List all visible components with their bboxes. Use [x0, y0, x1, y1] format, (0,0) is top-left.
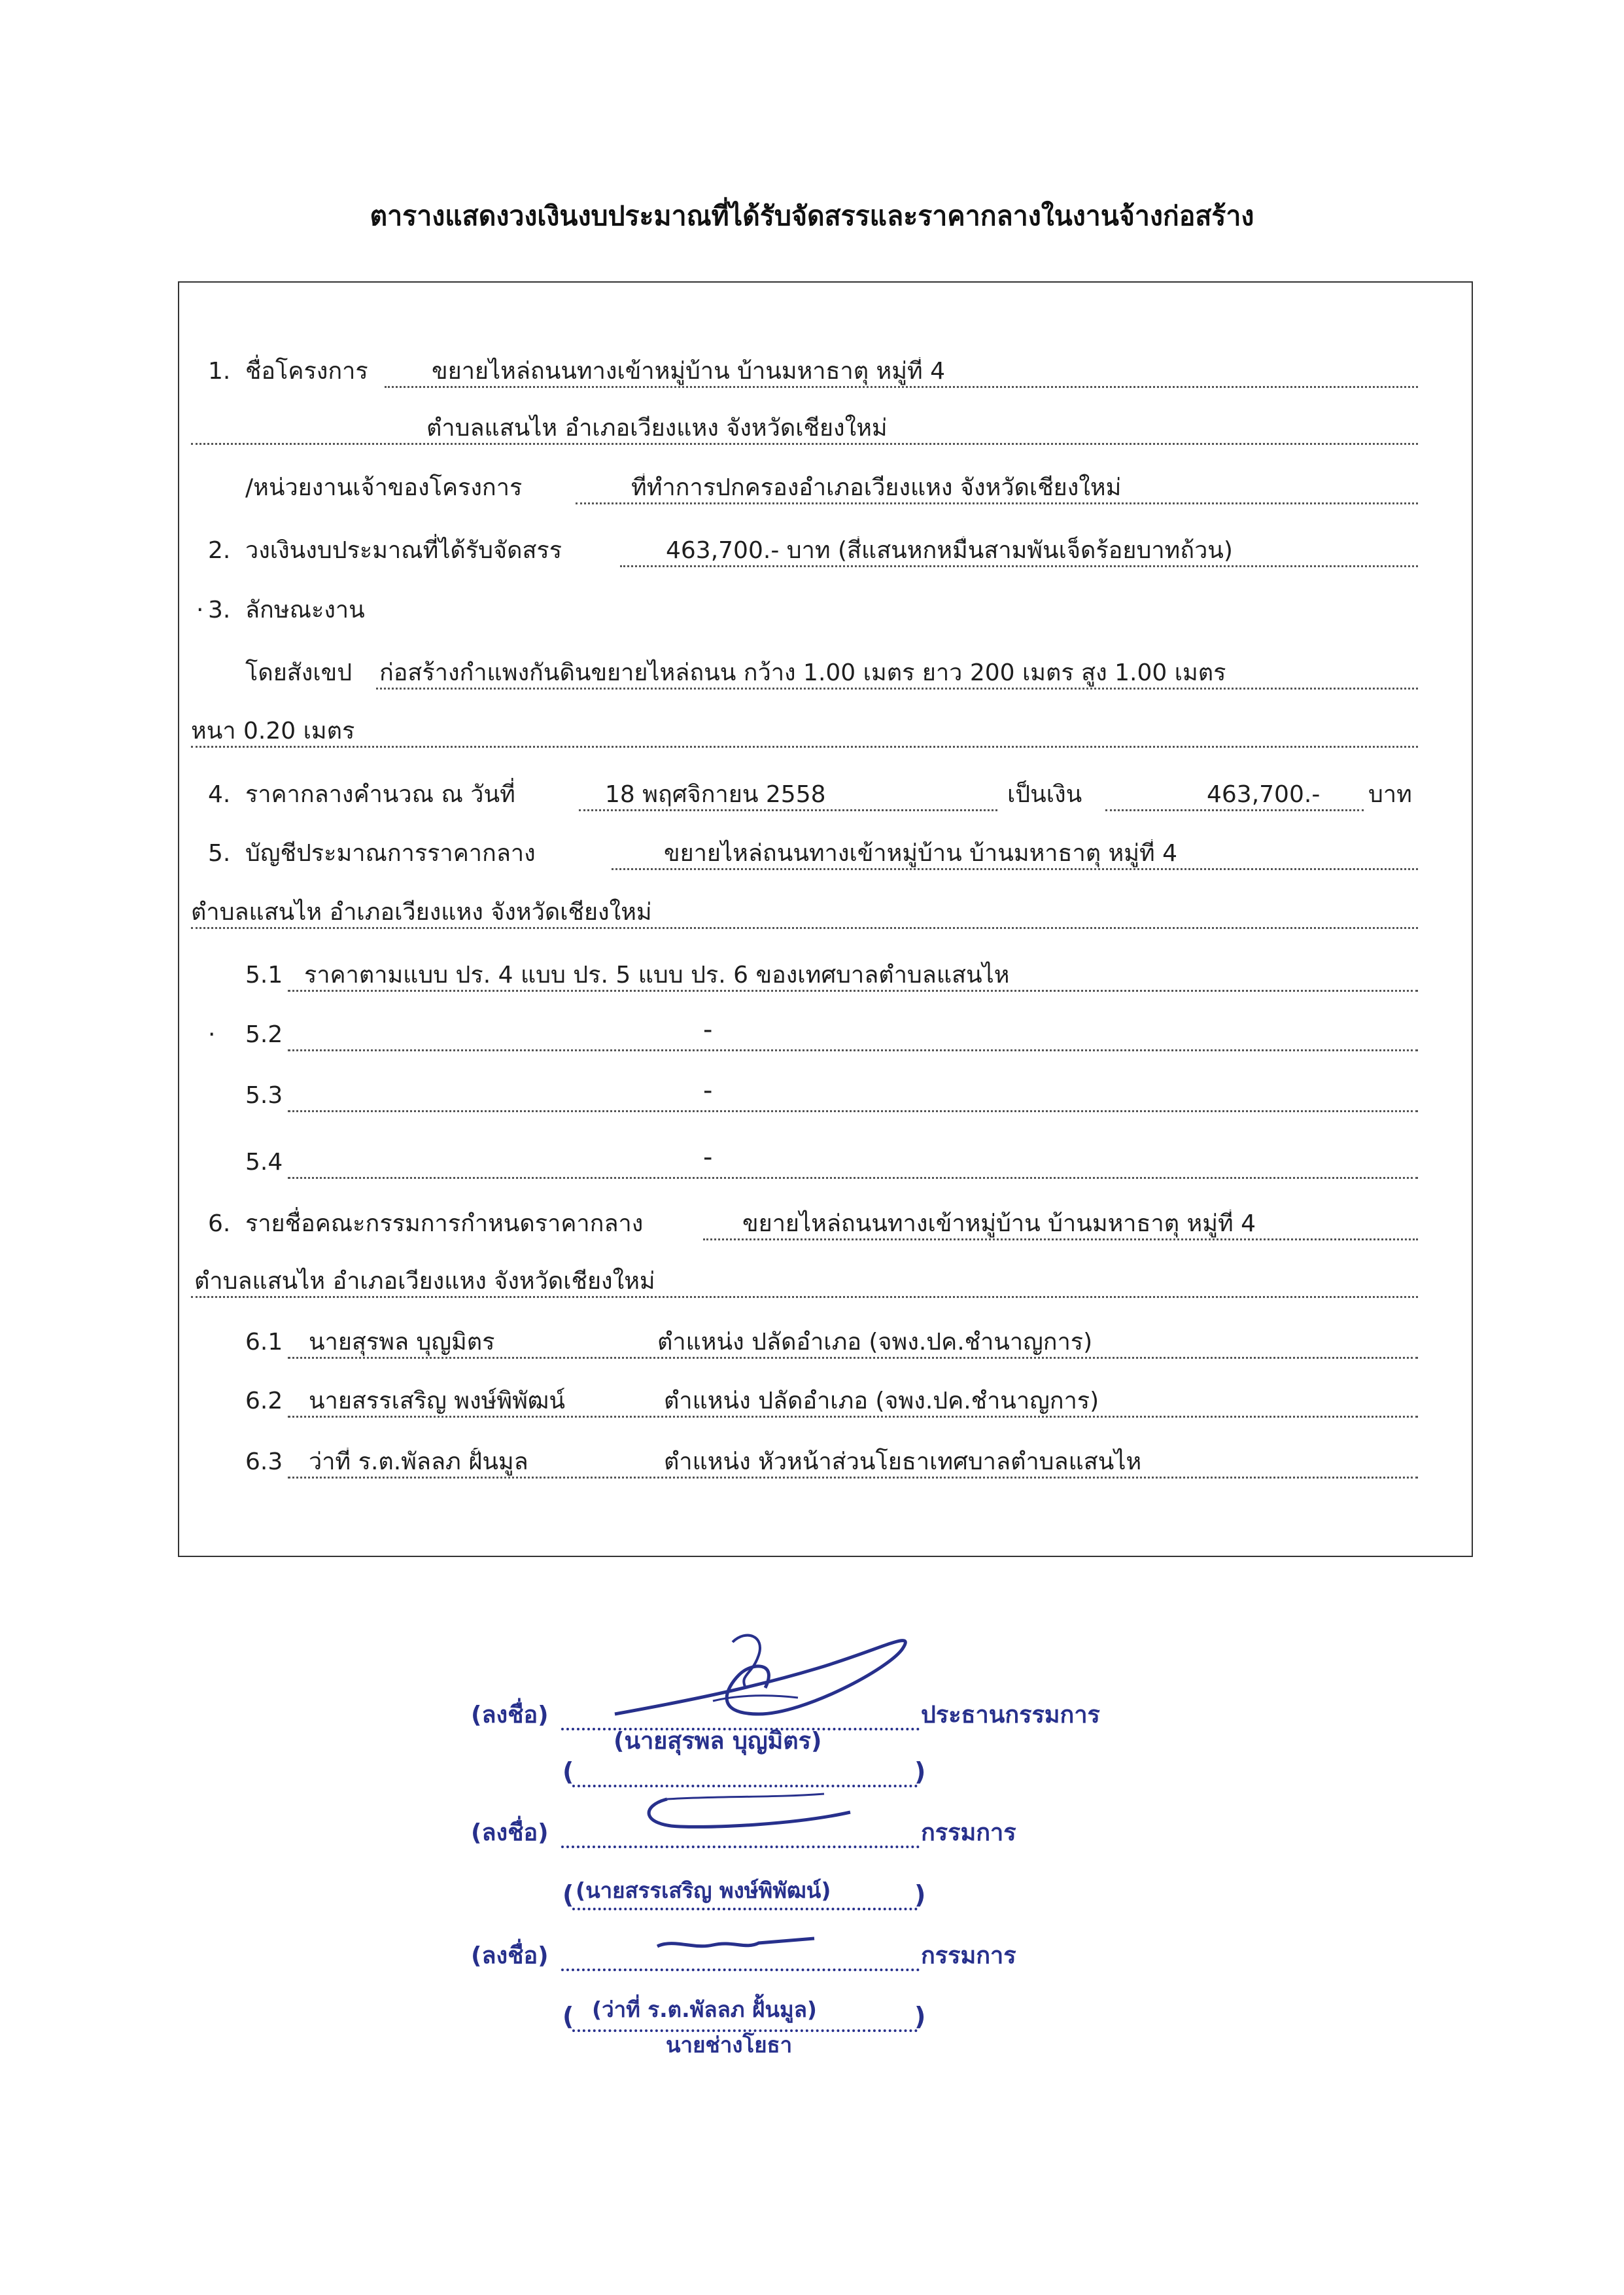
item3-summary-line1-text: ก่อสร้างกำแพงกันดินขยายไหล่ถนน กว้าง 1.00 เมตร ยาว 200 เมตร สูง 1.00 เมตร — [379, 659, 1226, 686]
item6-2-number: 6.2 — [245, 1388, 283, 1414]
item6-1-position: ตำแหน่ง ปลัดอำเภอ (จพง.ปค.ชำนาญการ) — [657, 1329, 1093, 1356]
item3-label: ลักษณะงาน — [245, 597, 365, 623]
item6-2-name: นายสรรเสริญ พงษ์พิพัฒน์ — [309, 1388, 565, 1414]
item5-number: 5. — [208, 840, 231, 867]
item6-value-line2 — [191, 1267, 1418, 1298]
item1-owner-value — [576, 474, 1418, 504]
item6-label: รายชื่อคณะกรรมการกำหนดราคากลาง — [245, 1210, 644, 1237]
item6-3-number: 6.3 — [245, 1448, 283, 1475]
item5-1-value-text: ราคาตามแบบ ปร. 4 แบบ ปร. 5 แบบ ปร. 6 ของเทศบาลตำบลแสนไห — [304, 962, 1010, 989]
item2-number: 2. — [208, 537, 231, 564]
item4-unit: บาท — [1368, 781, 1412, 808]
item3-summary-label: โดยสังเขป — [245, 659, 353, 686]
signature2-scribble — [628, 1786, 863, 1845]
item1-value-line2 — [191, 414, 1418, 445]
signature3-role: กรรมการ — [921, 1942, 1016, 1969]
item3-summary-line2-text: หนา 0.20 เมตร — [191, 718, 355, 745]
item6-number: 6. — [208, 1210, 231, 1237]
item5-2-bullet: · — [208, 1021, 216, 1048]
item6-2-line — [288, 1387, 1418, 1418]
item6-value-line2-text: ตำบลแสนไห อำเภอเวียงแหง จังหวัดเชียงใหม่ — [194, 1268, 655, 1295]
item4-amount-label: เป็นเงิน — [1007, 781, 1082, 808]
signature3-paren-right: ) — [914, 2002, 926, 2031]
item6-3-line — [288, 1448, 1418, 1479]
signature2-name: (นายสรรเสริญ พงษ์พิพัฒน์) — [576, 1878, 831, 1903]
signature3-name: (ว่าที่ ร.ต.พัลลภ ฝั้นมูล) — [592, 1997, 818, 2022]
item5-3-line — [288, 1081, 1418, 1112]
item4-label: ราคากลางคำนวณ ณ วันที่ — [245, 781, 515, 808]
signature1-paren-left: ( — [562, 1757, 574, 1786]
signature3-paren-left: ( — [562, 2002, 574, 2031]
signature1-name-line — [572, 1761, 918, 1787]
item2-value-text: 463,700.- บาท (สี่แสนหกหมื่นสามพันเจ็ดร้อยบาทถ้วน) — [666, 537, 1233, 564]
item5-1-value — [288, 961, 1418, 992]
item5-value-line1 — [612, 839, 1418, 870]
item2-value — [620, 536, 1418, 567]
item6-1-name: นายสุรพล บุญมิตร — [309, 1329, 495, 1356]
item5-value-line1-text: ขยายไหล่ถนนทางเข้าหมู่บ้าน บ้านมหาธาตุ หมู่ที่ 4 — [664, 840, 1178, 867]
signature1-name: (นายสุรพล บุญมิตร) — [613, 1728, 822, 1755]
item5-value-line2 — [191, 898, 1418, 929]
item1-owner-label: /หน่วยงานเจ้าของโครงการ — [245, 474, 523, 501]
item6-value-line1-text: ขยายไหล่ถนนทางเข้าหมู่บ้าน บ้านมหาธาตุ หมู่ที่ 4 — [742, 1210, 1256, 1237]
signature3-scribble — [654, 1927, 824, 1959]
signature1-role: ประธานกรรมการ — [921, 1702, 1100, 1728]
item4-date-text: 18 พฤศจิกายน 2558 — [605, 781, 826, 808]
item5-value-line2-text: ตำบลแสนไห อำเภอเวียงแหง จังหวัดเชียงใหม่ — [191, 899, 652, 926]
item2-label: วงเงินงบประมาณที่ได้รับจัดสรร — [245, 537, 562, 564]
item1-value-line1 — [385, 357, 1418, 388]
item1-value-line1-text: ขยายไหล่ถนนทางเข้าหมู่บ้าน บ้านมหาธาตุ หมู่ที่ 4 — [432, 358, 946, 385]
item6-1-line — [288, 1328, 1418, 1359]
item5-4-line — [288, 1148, 1418, 1179]
item5-label: บัญชีประมาณการราคากลาง — [245, 840, 536, 867]
signature2-label: (ลงชื่อ) — [471, 1819, 549, 1846]
signature3-label: (ลงชื่อ) — [471, 1942, 549, 1969]
item5-4-number: 5.4 — [245, 1149, 283, 1176]
item3-number: 3. — [208, 597, 231, 623]
item3-summary-line1 — [376, 659, 1418, 690]
item5-2-value: - — [703, 1015, 713, 1045]
item1-value-line2-text: ตำบลแสนไห อำเภอเวียงแหง จังหวัดเชียงใหม่ — [426, 415, 888, 442]
item1-number: 1. — [208, 358, 231, 385]
item4-amount-text: 463,700.- — [1207, 781, 1321, 808]
item3-summary-line2 — [191, 717, 1418, 748]
signature1-label: (ลงชื่อ) — [471, 1702, 549, 1728]
item3-bullet: · — [196, 597, 204, 623]
item5-4-value: - — [703, 1142, 713, 1172]
item5-2-line — [288, 1021, 1418, 1051]
signature2-paren-right: ) — [914, 1880, 926, 1909]
item5-3-number: 5.3 — [245, 1082, 283, 1109]
signature2-paren-left: ( — [562, 1880, 574, 1909]
signature3-title: นายช่างโยธา — [666, 2032, 793, 2058]
item6-3-position: ตำแหน่ง หัวหน้าส่วนโยธาเทศบาลตำบลแสนไห — [664, 1448, 1142, 1475]
item4-amount — [1105, 780, 1364, 811]
item5-1-number: 5.1 — [245, 962, 283, 989]
item6-2-position: ตำแหน่ง ปลัดอำเภอ (จพง.ปค.ชำนาญการ) — [664, 1388, 1099, 1414]
item4-number: 4. — [208, 781, 231, 808]
item4-date — [579, 780, 997, 811]
signature1-scribble — [608, 1616, 922, 1734]
document-title: ตารางแสดงวงเงินงบประมาณที่ได้รับจัดสรรและราคากลางในงานจ้างก่อสร้าง — [370, 200, 1254, 232]
signature2-role: กรรมการ — [921, 1819, 1016, 1846]
item1-owner-value-text: ที่ทำการปกครองอำเภอเวียงแหง จังหวัดเชียงใหม่ — [631, 474, 1122, 501]
item1-label: ชื่อโครงการ — [245, 358, 368, 385]
item5-3-value: - — [703, 1076, 713, 1106]
signature1-paren-right: ) — [914, 1757, 926, 1786]
item6-value-line1 — [703, 1210, 1418, 1240]
item6-1-number: 6.1 — [245, 1329, 283, 1356]
item5-2-number: 5.2 — [245, 1021, 283, 1048]
item6-3-name: ว่าที่ ร.ต.พัลลภ ฝั้นมูล — [309, 1448, 528, 1475]
